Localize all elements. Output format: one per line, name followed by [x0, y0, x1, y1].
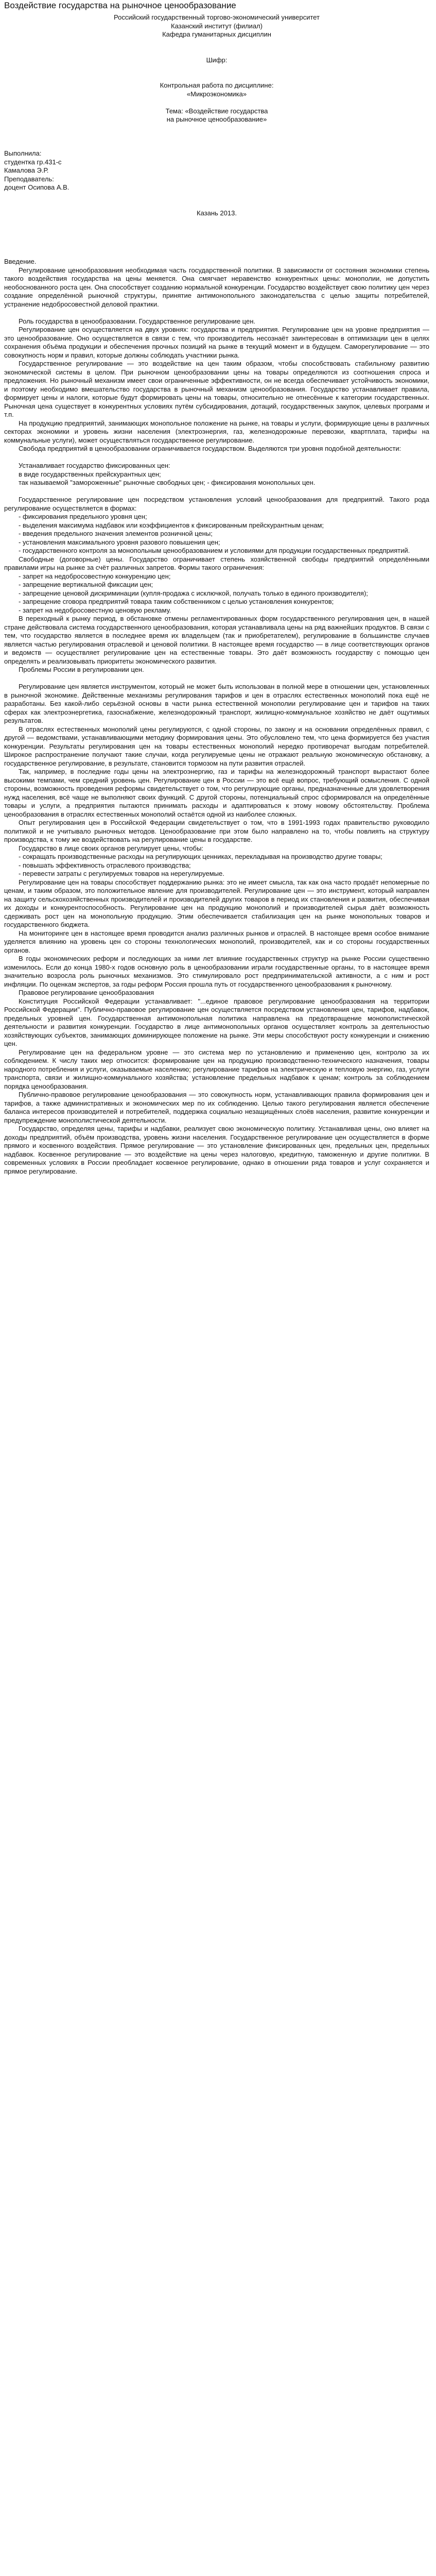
- paragraph: Конституция Российской Федерации устанавливает: "...единое правовое регулирование ценообразования на территории Российской Федерации". Публично-правовое регулирование цен осуществляется посредством установления цен, тарифов, надбавок, предельных уровней цен. Государственная антимонопольная политика направлена на предотвращение монополистической деятельности и развития конкуренции. Государство в лице антимонопольных органов осуществляет контроль за деятельностью хозяйствующих субъектов, занимающих доминирующее положение на рынке. Эти меры способствуют росту конкуренции и снижению цен.: [4, 997, 429, 1047]
- paragraph: - повышать эффективность отраслевого производства;: [19, 861, 191, 869]
- teacher-name: доцент Осипова А.В.: [4, 183, 69, 191]
- paragraph: Государство, определяя цены, тарифы и надбавки, реализует свою экономическую политику. Устанавливая цены, оно влияет на доходы предприятий, объём производства, уровень жизни населения. Государственное регулирование цен осуществляется в форме прямого и косвенного воздействия. Прямое регулирование — это установление фиксированных цен, предельных цен, предельных надбавок. Косвенное регулирование — это воздействие на цены через налоговую, кредитную, таможенную и другие политики. В современных условиях в России преобладает косвенное регулирование, однако в отношении ряда товаров и услуг сохраняется и прямое регулирование.: [4, 1125, 429, 1175]
- list-item: в виде государственных прейскурантных цен;: [19, 470, 161, 478]
- paragraph: В годы экономических реформ и последующих за ними лет влияние государственных структур на рынке России существенно изменилось. Если до конца 1980-х годов основную роль в ценообразовании играли государственные органы, то в настоящее время значительно возросла роль рыночных механизмов. Это стимулировало рост предпринимательской активности, а с ним и рост инфляции. По оценкам экспертов, за годы реформ Россия прошла путь от государственного ценообразования к рыночному.: [4, 955, 429, 988]
- paragraph: Так, например, в последние годы цены на электроэнергию, газ и тарифы на железнодорожный транспорт вырастают более высокими темпами, чем средний уровень цен. Регулирование цен в России — это всё ещё вопрос, требующий осмысления. С одной стороны, возможность проведения реформы свидетельствует о том, что регулирующие органы, предназначенные для удовлетворения нужд населения, всё чаще не выполняют своих функций. С другой стороны, потенциальный спрос сформировался на определённые товары и услуги, а предприятия пытаются принимать расходы и адаптироваться к этому новому обстоятельству. Проблема ценообразования в отраслях естественных монополий остаётся одной из наиболее сложных.: [4, 768, 429, 818]
- teacher-label: Преподаватель:: [4, 175, 54, 183]
- paragraph: - выделения максимума надбавок или коэффициентов к фиксированным прейскурантным ценам;: [19, 521, 324, 529]
- paragraph: - установления максимального уровня разового повышения цен;: [19, 538, 220, 546]
- subject-name: «Микроэкономика»: [186, 90, 247, 98]
- paragraph: - сокращать производственные расходы на регулирующих ценниках, перекладывая на производство другие товары;: [19, 853, 382, 860]
- paragraph: Регулирование цен осуществляется на двух уровнях: государства и предприятия. Регулирование цен на уровне предприятия — это ценообразование. Оно осуществляется в связи с тем, что производитель несознаёт заинтересован в оптимизации цен в целях сохранения объёма продукции и обеспечения прочных позиций на рынке в текущий момент и в будущем. Саморегулирование — это совокупность норм и правил, которые должны соблюдать участники рынка.: [4, 326, 429, 359]
- paragraph: На продукцию предприятий, занимающих монопольное положение на рынке, на товары и услуги, формирующие цены в различных секторах экономики и уровень жизни населения (электроэнергия, газ, железнодорожные перевозки, квартплата, тарифы на коммунальные услуги), может осуществляться государственное регулирование.: [4, 419, 429, 444]
- paragraph: - запрещение ценовой дискриминации (купля-продажа с исключкой, получать только в единого производителя);: [19, 589, 368, 597]
- paragraph: Регулирование цен на федеральном уровне — это система мер по установлению и применению цен, контролю за их соблюдением. К числу таких мер относится: формирование цен на продукцию производственно-технического назначения, товары народного потребления и услуги, оказываемые населению; регулирование тарифов на электрическую и тепловую энергию, газ, услуги транспорта, связи и жилищно-коммунального хозяйства; установление предельных надбавок к ценам; контроль за соблюдением порядка ценообразования.: [4, 1048, 429, 1090]
- paragraph: Регулирование цен является инструментом, который не может быть использован в полной мере в отношении цен, установленных в рыночной экономике. Действенные механизмы регулирования тарифов и цен в отраслях естественных монополий пока ещё не разработаны. Без какой-либо серьёзной основы в части рынка естественной монополии регулирование цен и тарифов на таких сферах как электроэнергетика, газоснабжение, железнодорожный транспорт, жилищно-коммунальное хозяйство не даёт ощутимых результатов.: [4, 683, 429, 724]
- paragraph: - запрет на недобросовестную конкуренцию цен;: [19, 572, 171, 580]
- paragraph: Проблемы России в регулировании цен.: [19, 666, 144, 673]
- paragraph: Свобода предприятий в ценообразовании ограничивается государством. Выделяются три уровня подобной деятельности:: [19, 445, 402, 452]
- paragraph: - введения предельного значения элементов розничной цены;: [19, 530, 213, 537]
- paragraph: - государственного контроля за монопольным ценообразованием и условиями для продукции государственных предприятий.: [19, 547, 410, 554]
- role-heading: Роль государства в ценообразовании. Государственное регулирование цен.: [19, 317, 255, 325]
- methods-section: [4, 496, 429, 1176]
- intro-heading: Введение.: [4, 258, 37, 265]
- code-label: Шифр:: [206, 56, 228, 64]
- performed-label: Выполнила:: [4, 149, 42, 157]
- university-name: Российский государственный торгово-экономический университет: [114, 13, 320, 21]
- list-item: так называемой "замороженные" рыночные свободных цен; - фиксирования монопольных цен.: [19, 479, 316, 486]
- section-intro: [4, 258, 429, 1176]
- paragraph: Публично-правовое регулирование ценообразования — это совокупность норм, устанавливающих правила формирования цен и тарифов, а также административных и экономических мер по их соблюдению. Целью такого регулирования является обеспечение баланса интересов производителей и потребителей, поддержка социально незащищённых слоёв населения, развитие конкуренции и предупреждение монополистической деятельности.: [4, 1091, 429, 1124]
- levels-intro: Устанавливает государство фиксированных цен:: [19, 462, 170, 469]
- paragraph: Государственное регулирование — это воздействие на цен таким образом, чтобы способствовать стабильному развитию экономической системы в целом. При рыночном ценообразовании цены на товары определяются из соотношения спроса и предложения. Но рыночный механизм имеет свои ограниченные эффективности, он не всегда обеспечивает устойчивость экономики, и поэтому необходимо вмешательство государства в рыночный механизм ценообразования. Государство устанавливает правила, формирует цены и налоги, которые будут формировать цены на товары, относительно не отнесённые к категории государственных. Рыночная цена существует в конкурентных условиях путём субсидирования, дотаций, государственных закупок, целевых программ и т.п.: [4, 360, 429, 418]
- topic-label: Тема: «Воздействие государства: [165, 107, 268, 115]
- paragraph: Государство в лице своих органов регулирует цены, чтобы:: [19, 844, 204, 852]
- paragraph: Государственное регулирование цен посредством установления условий ценообразования для предприятий. Такого рода регулирование осуществляется в формах:: [4, 496, 429, 512]
- paragraph: В отраслях естественных монополий цены регулируются, с одной стороны, по закону и на основании определённых правил, с другой — ведомствами, устанавливающими методику формирования цены. Это обусловлено тем, что цена формируется без участия конкуренции. Результаты регулирования цен на товары естественных монополий нередко противоречат выгодам потребителей. Широкое распространение получают такие случаи, когда регулируемые цены не отражают реальную экономическую обстановку, а государственное регулирование, в результате, становится тормозом на пути развития отраслей.: [4, 725, 429, 767]
- work-type: Контрольная работа по дисциплине:: [160, 81, 274, 89]
- levels-list: [4, 470, 429, 487]
- paragraph: Регулирование цен на товары способствует поддержанию рынка: это не имеет смысла, так как она часто продаёт непомерные по ценам, и таким образом, это положительное явление для производителей. Регулирование цен — это инструмент, который направлен на защиту сельскохозяйственных производителей и производителей других товаров в период их становления и развития, обеспечивая их доходы и конкурентоспособность. Регулирование цен на продукцию монополий и производителей сырья даёт возможность сдерживать рост цен на монопольную продукцию. Этим обеспечивается стабилизация цен на рынке монопольных товаров и государственного бюджета.: [4, 878, 429, 928]
- paragraph: Опыт регулирования цен в Российской Федерации свидетельствует о том, что в 1991-1993 годах правительство руководило политикой и не учитывало рыночных методов. Ценообразование при этом было направлено на то, чтобы повлиять на структуру производства, к тому же воздействовать на регулирование цены в государстве.: [4, 819, 429, 843]
- paragraph: - запрещение вертикальной фиксации цен;: [19, 581, 153, 588]
- paragraph: Регулирование ценообразования необходимая часть государственной политики. В зависимости от состояния экономики степень такого воздействия государства на цены меняется. Она смягчает неравенство конкурентных цены: монополии, не допустить необоснованного роста цен. Она способствует созданию нормальной конкуренции. Государство воздействует свою политику цен через создание определённой рыночной структуры, принятие антимонопольного законодательства с целью защиты потребителей, устранение недобросовестной деловой практики.: [4, 266, 429, 308]
- student-group: студентка гр.431-с: [4, 158, 62, 166]
- student-name: Камалова Э.Р.: [4, 166, 49, 174]
- document-title: Воздействие государства на рыночное ценообразование: [4, 1, 236, 10]
- title-page: [4, 13, 429, 217]
- paragraph: - фиксирования предельного уровня цен;: [19, 513, 147, 520]
- paragraph: - запрещение сговора предприятий товара таким собственником с целью установления конкурентов;: [19, 598, 334, 605]
- paragraph: - запрет на недобросовестную ценовую рекламу.: [19, 606, 171, 614]
- city-year: Казань 2013.: [197, 209, 237, 217]
- department-name: Кафедра гуманитарных дисциплин: [162, 30, 271, 38]
- topic-line-2: на рыночное ценообразование»: [166, 115, 267, 123]
- paragraph: На мониторинге цен в настоящее время проводится анализ различных рынков и отраслей. В настоящее время особое внимание уделяется влиянию на уровень цен со стороны технологических монополий, производителей, как и со стороны государственных органов.: [4, 929, 429, 954]
- paragraph: Правовое регулирование ценообразования: [19, 989, 154, 996]
- paragraph: Свободные (договорные) цены. Государство ограничивает степень хозяйственной свободы предприятий определёнными правилами игры на рынке за счёт различных запретов. Формы такого ограничения:: [4, 555, 429, 571]
- institute-name: Казанский институт (филиал): [171, 22, 263, 30]
- paragraph: - перевести затраты с регулируемых товаров на нерегулируемые.: [19, 870, 224, 877]
- paragraph: В переходный к рынку период, в обстановке отмены регламентированных форм государственного регулирования цен, в нашей стране действовала система государственного ценообразования, которая устанавливала цены на ряд важнейших продуктов. В связи с тем, что государство является в последнее время их владельцем (так и приобретателем), регулирование в большинстве случаев является частью регулирования отраслевой и ценовой политики. В настоящее время государство — в лице соответствующих органов и ведомств — осуществляет регулирование цен на естественные товары. Это даёт возможность государству с помощью цен определять и реализовывать приоритеты экономического развития.: [4, 615, 429, 665]
